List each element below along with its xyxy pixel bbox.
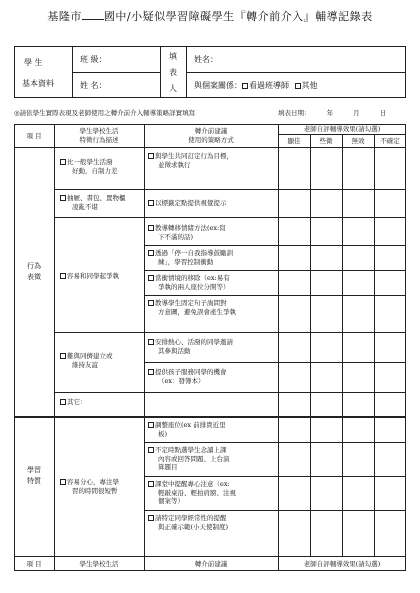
strategy-attention-cue-line-1: 課堂中提醒專心注意（ex:	[155, 480, 230, 488]
date-label: 填表日期：	[278, 109, 311, 117]
strategy-goal-setting-checkbox[interactable]	[148, 153, 154, 159]
strategy-seat-adjust-line-2: 板)	[158, 429, 168, 438]
date-day: 日	[379, 109, 387, 117]
behavior-conflict-line-1: 容易和同學起爭執	[67, 272, 119, 280]
strategy-self-instruction-line-1: 透過「停一自我指導鼓勵訓	[155, 249, 233, 257]
strategy-goal-setting	[148, 152, 276, 169]
other-checkbox[interactable]	[295, 83, 301, 89]
eval-col-uncertain: 不確定	[380, 137, 400, 145]
behavior-other-line-1: 其它：	[67, 398, 87, 406]
strategy-self-instruction	[148, 249, 276, 266]
other-option: 其他	[301, 81, 318, 90]
strategy-fixed-phrases-line-1: 教導學生固定句子詢問對	[155, 299, 227, 307]
filler-char-3: 人	[169, 84, 177, 93]
header-eval: 老師自評輔導效果(請勾選)	[303, 125, 381, 133]
strategy-random-call-line-3: 算題目	[158, 463, 178, 471]
strategy-service-chance-checkbox[interactable]	[148, 369, 154, 375]
strategy-emotion-transfer-line-2: 下不滿的話)	[158, 232, 194, 241]
title-suffix: 國中/小疑似學習障礙學生『轉介前介入』輔導記錄表	[103, 10, 373, 23]
title-blank	[82, 10, 104, 20]
strategy-attention-cue-checkbox[interactable]	[148, 481, 154, 487]
strategy-visual-labels-checkbox[interactable]	[148, 200, 154, 206]
section-learning-label	[14, 466, 54, 486]
eval-col-significant: 顯佳	[287, 137, 301, 145]
basic-data-label: 基本資料	[22, 79, 54, 88]
strategy-attention-cue	[148, 480, 276, 506]
strategy-peer-angel-checkbox[interactable]	[148, 515, 154, 521]
filler-char-1: 填	[169, 52, 177, 61]
strategy-fixed-phrases	[148, 299, 276, 316]
footer-eval: 老師自評輔導效果(請勾選)	[303, 560, 381, 568]
strategy-peer-angel-line-2: 與正確示範(小天使制度)	[158, 522, 229, 531]
student-name-field[interactable]: 姓 名：	[80, 81, 107, 90]
strategy-peer-invite-line-2: 其參與活動	[158, 346, 191, 355]
footer-behavior: 學生學校生活	[79, 560, 119, 568]
strategy-remove-trigger	[148, 274, 276, 291]
strategy-seat-adjust-line-1: 調整座位(ex 前排貴近里	[155, 421, 226, 429]
behavior-messy	[60, 194, 144, 211]
strategy-service-chance-line-1: 提供孩子服務同學的機會	[155, 368, 227, 376]
strategy-random-call-checkbox[interactable]	[148, 447, 154, 453]
behavior-friendship	[60, 352, 142, 369]
footer-strategy: 轉介前建議	[194, 560, 228, 568]
strategy-self-instruction-line-2: 練」，學習控制衝動	[158, 257, 214, 266]
strategy-emotion-transfer	[148, 224, 276, 241]
strategy-peer-angel	[148, 514, 276, 531]
behavior-friendship-line-2: 維持友誼	[72, 360, 98, 369]
section-learning-line-2: 特質	[27, 477, 41, 485]
section-behavior-line-1: 行為	[27, 262, 41, 270]
behavior-friendship-checkbox[interactable]	[60, 353, 66, 359]
strategy-service-chance-line-2: （ex：發簿本）	[158, 376, 205, 385]
behavior-distracted	[60, 478, 144, 495]
strategy-attention-cue-line-3: 個案等）	[158, 497, 184, 505]
strategy-visual-labels	[148, 199, 276, 208]
date-month: 月	[353, 109, 360, 117]
header-behavior	[54, 127, 144, 144]
header-item: 項 目	[26, 132, 42, 140]
behavior-active-line-2: 好動，自制力差	[72, 166, 118, 175]
strategy-remove-trigger-line-1: 當衝情境的移除（ex:易有	[155, 274, 230, 282]
behavior-active-checkbox[interactable]	[60, 159, 66, 165]
eval-col-none: 無效	[351, 137, 365, 145]
strategy-remove-trigger-checkbox[interactable]	[148, 275, 154, 281]
relation-field	[194, 81, 404, 91]
behavior-messy-line-1: 抽屜、書包、置物櫃	[67, 194, 126, 202]
strategy-fixed-phrases-line-2: 方意圖，避免誤會產生爭執	[158, 307, 236, 316]
behavior-other-checkbox[interactable]	[60, 399, 66, 405]
behavior-distracted-line-1: 容易分心，專注學	[67, 478, 119, 486]
relation-label: 與個案關係：	[194, 81, 242, 90]
strategy-attention-cue-line-2: 輕敲桌沿、輕拍肩膀、注視	[158, 488, 236, 497]
strategy-peer-invite-checkbox[interactable]	[148, 339, 154, 345]
date-year: 年	[326, 109, 334, 117]
strategy-random-call	[148, 446, 276, 472]
header-strategy-line-2: 使用的策略方式	[188, 135, 234, 144]
fill-date	[278, 109, 418, 118]
header-strategy	[144, 127, 278, 144]
footer-item: 項 目	[26, 560, 42, 568]
behavior-active	[60, 158, 142, 175]
behavior-active-line-1: 比一般學生活潑	[67, 158, 113, 166]
strategy-seat-adjust-checkbox[interactable]	[148, 422, 154, 428]
instruction-note: ◎請依學生實際表現及老師使用之轉介前介入輔導策略詳實填寫	[14, 109, 196, 117]
strategy-peer-angel-line-1: 請特定同學經常性的提醒	[155, 514, 227, 522]
behavior-conflict	[60, 272, 144, 281]
behavior-distracted-line-2: 習的時間很短暫	[72, 486, 118, 495]
behavior-friendship-line-1: 難與同儕建立或	[67, 352, 113, 360]
header-behavior-line-2: 特徵行為描述	[79, 135, 119, 144]
homeroom-checkbox[interactable]	[242, 83, 248, 89]
header-behavior-line-1: 學生學校生活	[79, 127, 119, 135]
strategy-goal-setting-line-2: 並徵求執行	[158, 160, 191, 169]
behavior-messy-line-2: 凌亂不堪	[72, 202, 98, 211]
section-behavior-line-2: 表徵	[27, 273, 41, 281]
homeroom-option: 看過班導師	[249, 81, 289, 90]
strategy-peer-invite	[148, 338, 276, 355]
strategy-visual-labels-line-1: 以標籤定點提供視覺提示	[155, 199, 227, 207]
strategy-random-call-line-1: 不定時點選學生念讀上課	[155, 446, 227, 454]
strategy-peer-invite-line-1: 安排熱心、活潑的同學邀請	[155, 338, 233, 346]
strategy-goal-setting-line-1: 與學生共同訂定行為目標，	[155, 152, 233, 160]
filler-char-2: 表	[169, 68, 177, 77]
strategy-service-chance	[148, 368, 276, 385]
strategy-random-call-line-2: 內容或回答問題、上台演	[158, 454, 230, 463]
section-learning-line-1: 學習	[27, 466, 41, 474]
strategy-self-instruction-checkbox[interactable]	[148, 250, 154, 256]
student-label: 學 生	[24, 58, 43, 67]
strategy-remove-trigger-line-2: 爭執的兩人座位分開等）	[158, 282, 230, 291]
section-behavior-label	[14, 262, 54, 282]
strategy-emotion-transfer-checkbox[interactable]	[148, 225, 154, 231]
filler-name-field[interactable]: 姓名：	[194, 55, 218, 64]
class-field[interactable]: 班 級：	[80, 55, 107, 64]
behavior-messy-checkbox[interactable]	[60, 195, 66, 201]
form-title	[0, 8, 420, 24]
strategy-fixed-phrases-checkbox[interactable]	[148, 300, 154, 306]
strategy-emotion-transfer-line-1: 教導轉移情緒方法(ex:寫	[155, 224, 226, 232]
filler-label	[161, 52, 185, 94]
header-strategy-line-1: 轉介前建議	[194, 127, 228, 135]
strategy-seat-adjust	[148, 421, 276, 438]
title-prefix: 基隆市	[47, 10, 82, 23]
behavior-distracted-checkbox[interactable]	[60, 479, 66, 485]
behavior-conflict-checkbox[interactable]	[60, 273, 66, 279]
behavior-other	[60, 398, 142, 407]
eval-col-slight: 些微	[319, 137, 333, 145]
